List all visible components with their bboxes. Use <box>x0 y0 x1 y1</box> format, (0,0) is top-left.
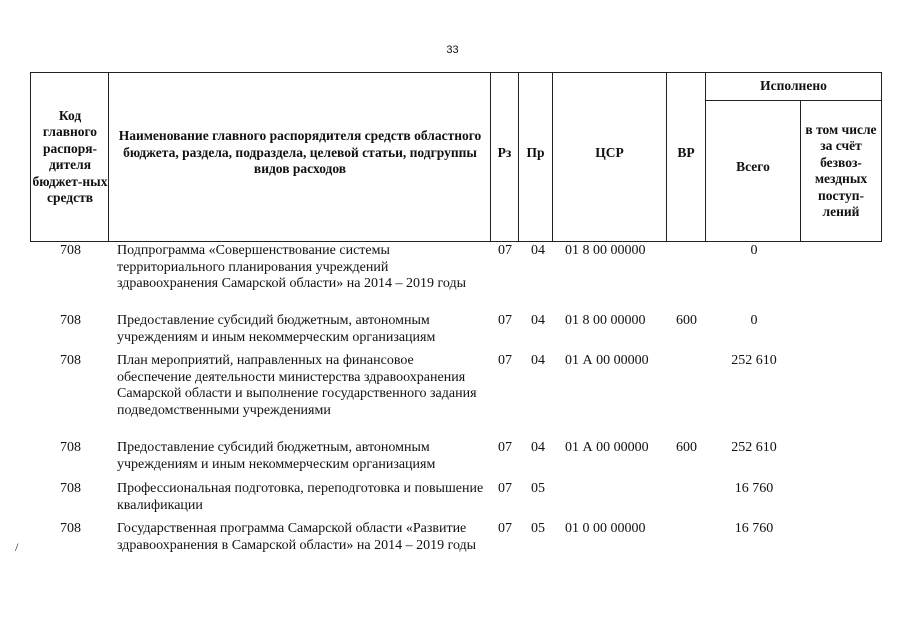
row-name: План мероприятий, направленных на финансовое обеспечение деятельности министерства здравоохранения Самарской области и выполнение государственного задания подведомственными учреждениями <box>117 353 477 418</box>
row-code: 708 <box>60 440 81 455</box>
header-code: Код главного распоря-дителя бюджет-ных средств <box>32 107 108 205</box>
row-pr: 04 <box>531 440 545 455</box>
header-incl-gratuitous: в том числе за счёт безвоз-мездных поступ-лений <box>805 121 877 219</box>
row-pr: 04 <box>531 243 545 258</box>
row-code: 708 <box>60 481 81 496</box>
row-total: 16 760 <box>734 521 774 536</box>
row-rz: 07 <box>498 481 512 496</box>
header-total: Всего <box>736 158 770 174</box>
row-name: Подпрограмма «Совершенствование системы территориального планирования учреждений здравоохранения Самарской области» на 2014 – 2019 годы <box>117 243 466 291</box>
page-number: 33 <box>446 44 459 56</box>
row-name: Предоставление субсидий бюджетным, автономным учреждениям и иным некоммерческим организациям <box>117 313 436 345</box>
row-rz: 07 <box>498 440 512 455</box>
row-vr: 600 <box>676 440 697 455</box>
row-rz: 07 <box>498 521 512 536</box>
row-code: 708 <box>60 353 81 368</box>
row-pr: 05 <box>531 521 545 536</box>
row-code: 708 <box>60 313 81 328</box>
header-pr: Пр <box>526 144 545 160</box>
header-csr: ЦСР <box>595 144 624 160</box>
row-name: Государственная программа Самарской области «Развитие здравоохранения в Самарской области» на 2014 – 2019 годы <box>117 521 477 553</box>
row-rz: 07 <box>498 353 512 368</box>
row-name: Профессиональная подготовка, переподготовка и повышение квалификации <box>117 481 484 513</box>
row-rz: 07 <box>498 313 512 328</box>
row-total: 252 610 <box>731 440 777 455</box>
row-total: 0 <box>750 243 758 258</box>
header-left-rule <box>30 72 31 242</box>
row-pr: 04 <box>531 353 545 368</box>
header-rz: Рз <box>497 144 512 160</box>
row-code: 708 <box>60 243 81 258</box>
table-header <box>30 72 882 242</box>
header-executed: Исполнено <box>760 77 827 93</box>
header-right-rule <box>881 72 882 242</box>
header-name: Наименование главного распорядителя средств областного бюджета, раздела, подраздела, целевой статьи, подгруппы видов расходов <box>118 128 482 177</box>
col-rule <box>108 72 109 242</box>
row-csr: 01 8 00 00000 <box>565 243 646 258</box>
row-csr: 01 А 00 00000 <box>565 440 649 455</box>
row-pr: 04 <box>531 313 545 328</box>
row-rz: 07 <box>498 243 512 258</box>
row-code: 708 <box>60 521 81 536</box>
row-vr: 600 <box>676 313 697 328</box>
row-csr: 01 8 00 00000 <box>565 313 646 328</box>
header-vr: ВР <box>677 144 695 160</box>
row-pr: 05 <box>531 481 545 496</box>
stray-mark: / <box>15 540 19 554</box>
row-csr: 01 А 00 00000 <box>565 353 649 368</box>
row-csr: 01 0 00 00000 <box>565 521 646 536</box>
row-name: Предоставление субсидий бюджетным, автономным учреждениям и иным некоммерческим организациям <box>117 440 436 472</box>
row-total: 0 <box>750 313 758 328</box>
row-total: 252 610 <box>731 353 777 368</box>
row-total: 16 760 <box>734 481 774 496</box>
